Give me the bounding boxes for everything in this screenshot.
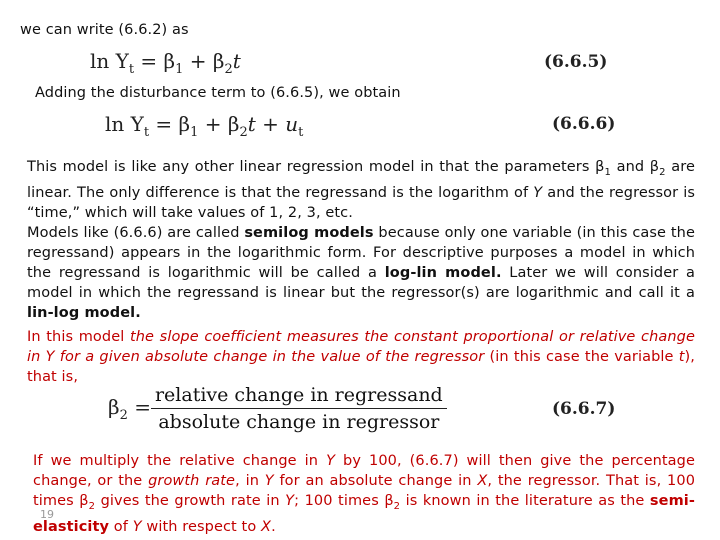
para2-text-a: Models like (6.6.6) are called	[27, 224, 245, 241]
eq1-mid: + β	[183, 49, 225, 73]
eq3-equals: =	[127, 394, 151, 419]
para1-text-a: This model is like any other linear regression model in that the parameters β	[27, 159, 605, 175]
equation-6-6-7	[108, 384, 447, 433]
para1-sub1: 1	[604, 166, 611, 178]
eq1-lhs: ln Y	[90, 49, 129, 73]
equation-6-6-6	[105, 112, 303, 140]
para4-semi-elasticity: semi-elasticity	[33, 493, 695, 535]
paragraph-4	[33, 451, 695, 537]
para4-text-f: gives the growth rate in	[95, 493, 286, 509]
paragraph-3	[27, 327, 695, 387]
eq2-sub1: 1	[190, 125, 199, 140]
eq1-rhs: = β	[134, 49, 176, 73]
para1-text-d: and the regressor is “time,” which will take values of 1, 2, 3, etc.	[27, 184, 696, 221]
para3-text-b: (in this case the variable	[484, 349, 679, 365]
eq2-lhs: ln Y	[105, 112, 144, 136]
para2-text-b: because only one variable (in this case the regressand) appears in the logarithmic form. For descriptive purposes a model in which the regressand is logarithmic will be called a	[27, 224, 695, 281]
para1-text-c: are linear. The only difference is that the regressand is the logarithm of	[27, 159, 695, 201]
para1-text-b: and β	[610, 159, 660, 175]
eq1-lhs-sub: t	[128, 62, 135, 77]
para4-text-i: of	[109, 518, 133, 535]
eq2-rhs: = β	[149, 112, 191, 136]
eq2-end: t + u	[247, 112, 299, 136]
para3-text-c: ), that is,	[27, 349, 695, 385]
para2-lin-log-model: lin-log model	[27, 304, 136, 321]
eq3-numerator: relative change in regressand	[151, 384, 447, 409]
eq3-lhs	[108, 395, 151, 423]
eq3-fraction	[151, 384, 447, 433]
slide-number: 19	[40, 508, 54, 521]
para4-y2: Y	[264, 473, 274, 489]
para4-text-b: by 100, (6.6.7) will then give the percentage change, or the	[33, 453, 695, 489]
para4-text-e: , the regressor. That is, 100 times β	[33, 473, 696, 509]
eq1-sub2: 2	[224, 62, 233, 77]
paragraph-1	[27, 157, 695, 323]
equation-label-6-6-6: (6.6.6)	[552, 114, 616, 134]
eq1-sub1: 1	[175, 62, 184, 77]
line-2: Adding the disturbance term to (6.6.5), we obtain	[35, 85, 401, 101]
para4-text-d: for an absolute change in	[273, 473, 478, 489]
eq2-mid: + β	[198, 112, 240, 136]
para2-text-d: .	[135, 304, 141, 321]
para3-text-a: In this model	[27, 329, 130, 345]
para4-y3: Y	[285, 493, 295, 509]
para3-italic: the slope coefficient measures the constant proportional or relative change in Y for a given absolute change in the value of the regressor	[27, 329, 695, 365]
para4-text-a: If we multiply the relative change in	[33, 453, 327, 469]
para4-x1: X	[477, 473, 488, 489]
eq2-sub2: 2	[239, 125, 248, 140]
para1-sub2: 2	[659, 166, 666, 178]
para4-y1: Y	[326, 453, 336, 469]
equation-6-6-5	[90, 49, 241, 77]
intro-line: we can write (6.6.2) as	[20, 22, 189, 38]
para4-x2: X	[261, 518, 272, 535]
eq2-lhs-sub: t	[143, 125, 150, 140]
para2-semilog-models: semilog models	[244, 224, 374, 241]
para2-text-c: Later we will consider a model in which the regressand is linear but the regressor(s) are logarithmic and call it a	[27, 264, 696, 301]
eq1-end: t	[232, 49, 241, 73]
eq2-end-sub: t	[298, 125, 304, 140]
eq3-denominator: absolute change in regressor	[158, 411, 440, 433]
eq3-beta: β	[108, 394, 120, 419]
para4-sub2: 2	[393, 500, 401, 512]
para4-sub1: 2	[88, 500, 96, 512]
para4-text-k: .	[271, 518, 276, 535]
para2-log-lin-model: log-lin model.	[384, 264, 502, 281]
para1-y: Y	[533, 184, 543, 201]
para4-text-j: with respect to	[141, 518, 262, 535]
para4-text-h: is known in the literature as the	[400, 493, 650, 509]
para4-y4: Y	[132, 518, 142, 535]
para4-text-g: ; 100 times β	[294, 493, 394, 509]
para4-text-c: , in	[235, 473, 265, 489]
equation-label-6-6-5: (6.6.5)	[544, 52, 608, 72]
equation-label-6-6-7: (6.6.7)	[552, 399, 616, 419]
para4-growth-rate: growth rate	[148, 473, 236, 489]
para3-t: t	[678, 349, 685, 365]
eq3-lhs-sub: 2	[119, 407, 128, 423]
